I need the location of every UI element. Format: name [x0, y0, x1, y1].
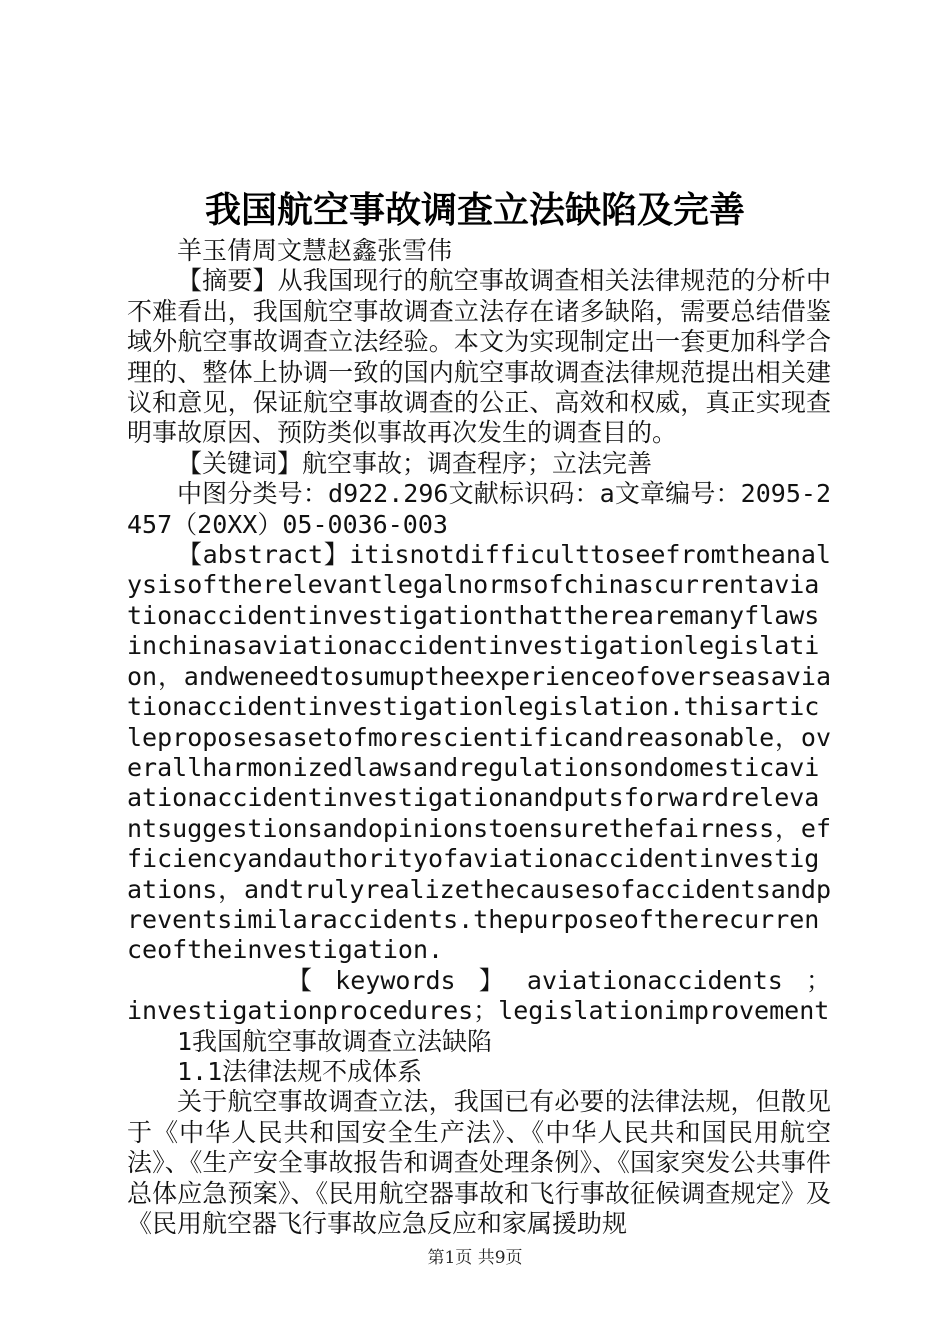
keywords-label: keywords	[335, 965, 456, 995]
page-title: 我国航空事故调查立法缺陷及完善	[204, 189, 745, 231]
keywords-close-bracket: 】	[478, 965, 504, 995]
keywords-open-bracket: 【	[287, 965, 313, 995]
keywords-cn: 【关键词】航空事故；调查程序；立法完善	[177, 448, 653, 478]
abstract-cn: 【摘要】从我国现行的航空事故调查相关法律规范的分析中不难看出，我国航空事故调查立法存在诸多缺陷，需要总结借鉴域外航空事故调查立法经验。本文为实现制定出一套更加科学合理的、整体上协调一致的国内航空事故调查法律规范提出相关建议和意见，保证航空事故调查的公正、高效和权威，真正实现查明事故原因、预防类似事故再次发生的调查目的。	[127, 266, 831, 448]
keywords-en-rest: investigationprocedures；legislationimprovement	[127, 996, 830, 1026]
section-heading: 1我国航空事故调查立法缺陷	[177, 1026, 493, 1056]
document-body	[127, 236, 831, 1239]
keywords-en-line	[127, 966, 831, 996]
abstract-en: 【abstract】itisnotdifficulttoseefromtheanalysisoftherelevantlegalnormsofchinascurrentaviationaccidentinvestigationthattherearemanyflawsinchinasaviationaccidentinvestigationlegislation，andweneedtosumuptheexperienceofoverseasaviationaccidentinvestigationlegislation.thisarticleproposesasetofmorescientificandreasonable，overallharmonizedlawsandregulationsondomesticaviationaccidentinvestigationandputsforwardrelevantsuggestionsandopinionstoensurethefairness，efficiencyandauthorityofaviationaccidentinvestigations，andtrulyrealizethecausesofaccidentsandpreventsimilaraccidents.thepurposeoftherecurrenceoftheinvestigation.	[127, 540, 831, 965]
subsection-heading: 1.1法律法规不成体系	[177, 1056, 423, 1086]
keywords-term: aviationaccidents	[526, 965, 783, 995]
keywords-separator: ；	[805, 965, 831, 995]
classification-info: 中图分类号：d922.296文献标识码：a文章编号：2095-2457（20XX）05-0036-003	[127, 479, 831, 539]
authors: 羊玉倩周文慧赵鑫张雪伟	[177, 236, 453, 265]
page-footer: 第1页 共9页	[427, 1248, 523, 1268]
body-paragraph: 关于航空事故调查立法，我国已有必要的法律法规，但散见于《中华人民共和国安全生产法》、《中华人民共和国民用航空法》、《生产安全事故报告和调查处理条例》、《国家突发公共事件总体应急预案》、《民用航空器事故和飞行事故征候调查规定》及《民用航空器飞行事故应急反应和家属援助规	[127, 1087, 831, 1238]
